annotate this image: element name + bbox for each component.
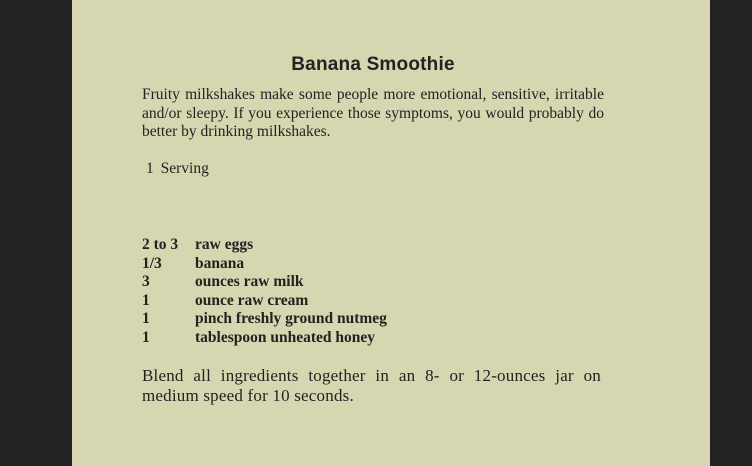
ingredient-row — [142, 273, 387, 292]
ingredient-name: ounce raw cream — [195, 291, 309, 309]
ingredient-row — [142, 236, 387, 255]
ingredient-name: ounces raw milk — [195, 273, 304, 291]
recipe-title: Banana Smoothie — [291, 54, 455, 75]
ingredient-name: banana — [195, 254, 245, 272]
recipe-intro: Fruity milkshakes make some people more emotional, sensitive, irritable and/or sleepy. If you experience those symptoms, you would probably do better by drinking milkshakes. — [142, 86, 604, 140]
ingredient-list — [142, 236, 387, 348]
ingredient-quantity: 1 — [142, 328, 150, 346]
ingredient-quantity: 1 — [142, 291, 150, 309]
ingredient-name: pinch freshly ground nutmeg — [195, 310, 387, 328]
document-page — [72, 0, 710, 466]
recipe-method: Blend all ingredients together in an 8- or 12-ounces jar on medium speed for 10 seconds. — [142, 366, 601, 405]
ingredient-row — [142, 292, 387, 311]
ingredient-quantity: 3 — [142, 273, 150, 291]
ingredient-name: tablespoon unheated honey — [195, 328, 376, 346]
ingredient-name: raw eggs — [195, 236, 254, 253]
ingredient-row — [142, 329, 387, 348]
ingredient-row — [142, 255, 387, 274]
ingredient-row — [142, 310, 387, 329]
ingredient-quantity: 1 — [142, 310, 150, 328]
ingredient-quantity: 1/3 — [142, 254, 162, 272]
serving-size: 1 Serving — [146, 160, 209, 177]
ingredient-quantity: 2 to 3 — [142, 236, 179, 253]
